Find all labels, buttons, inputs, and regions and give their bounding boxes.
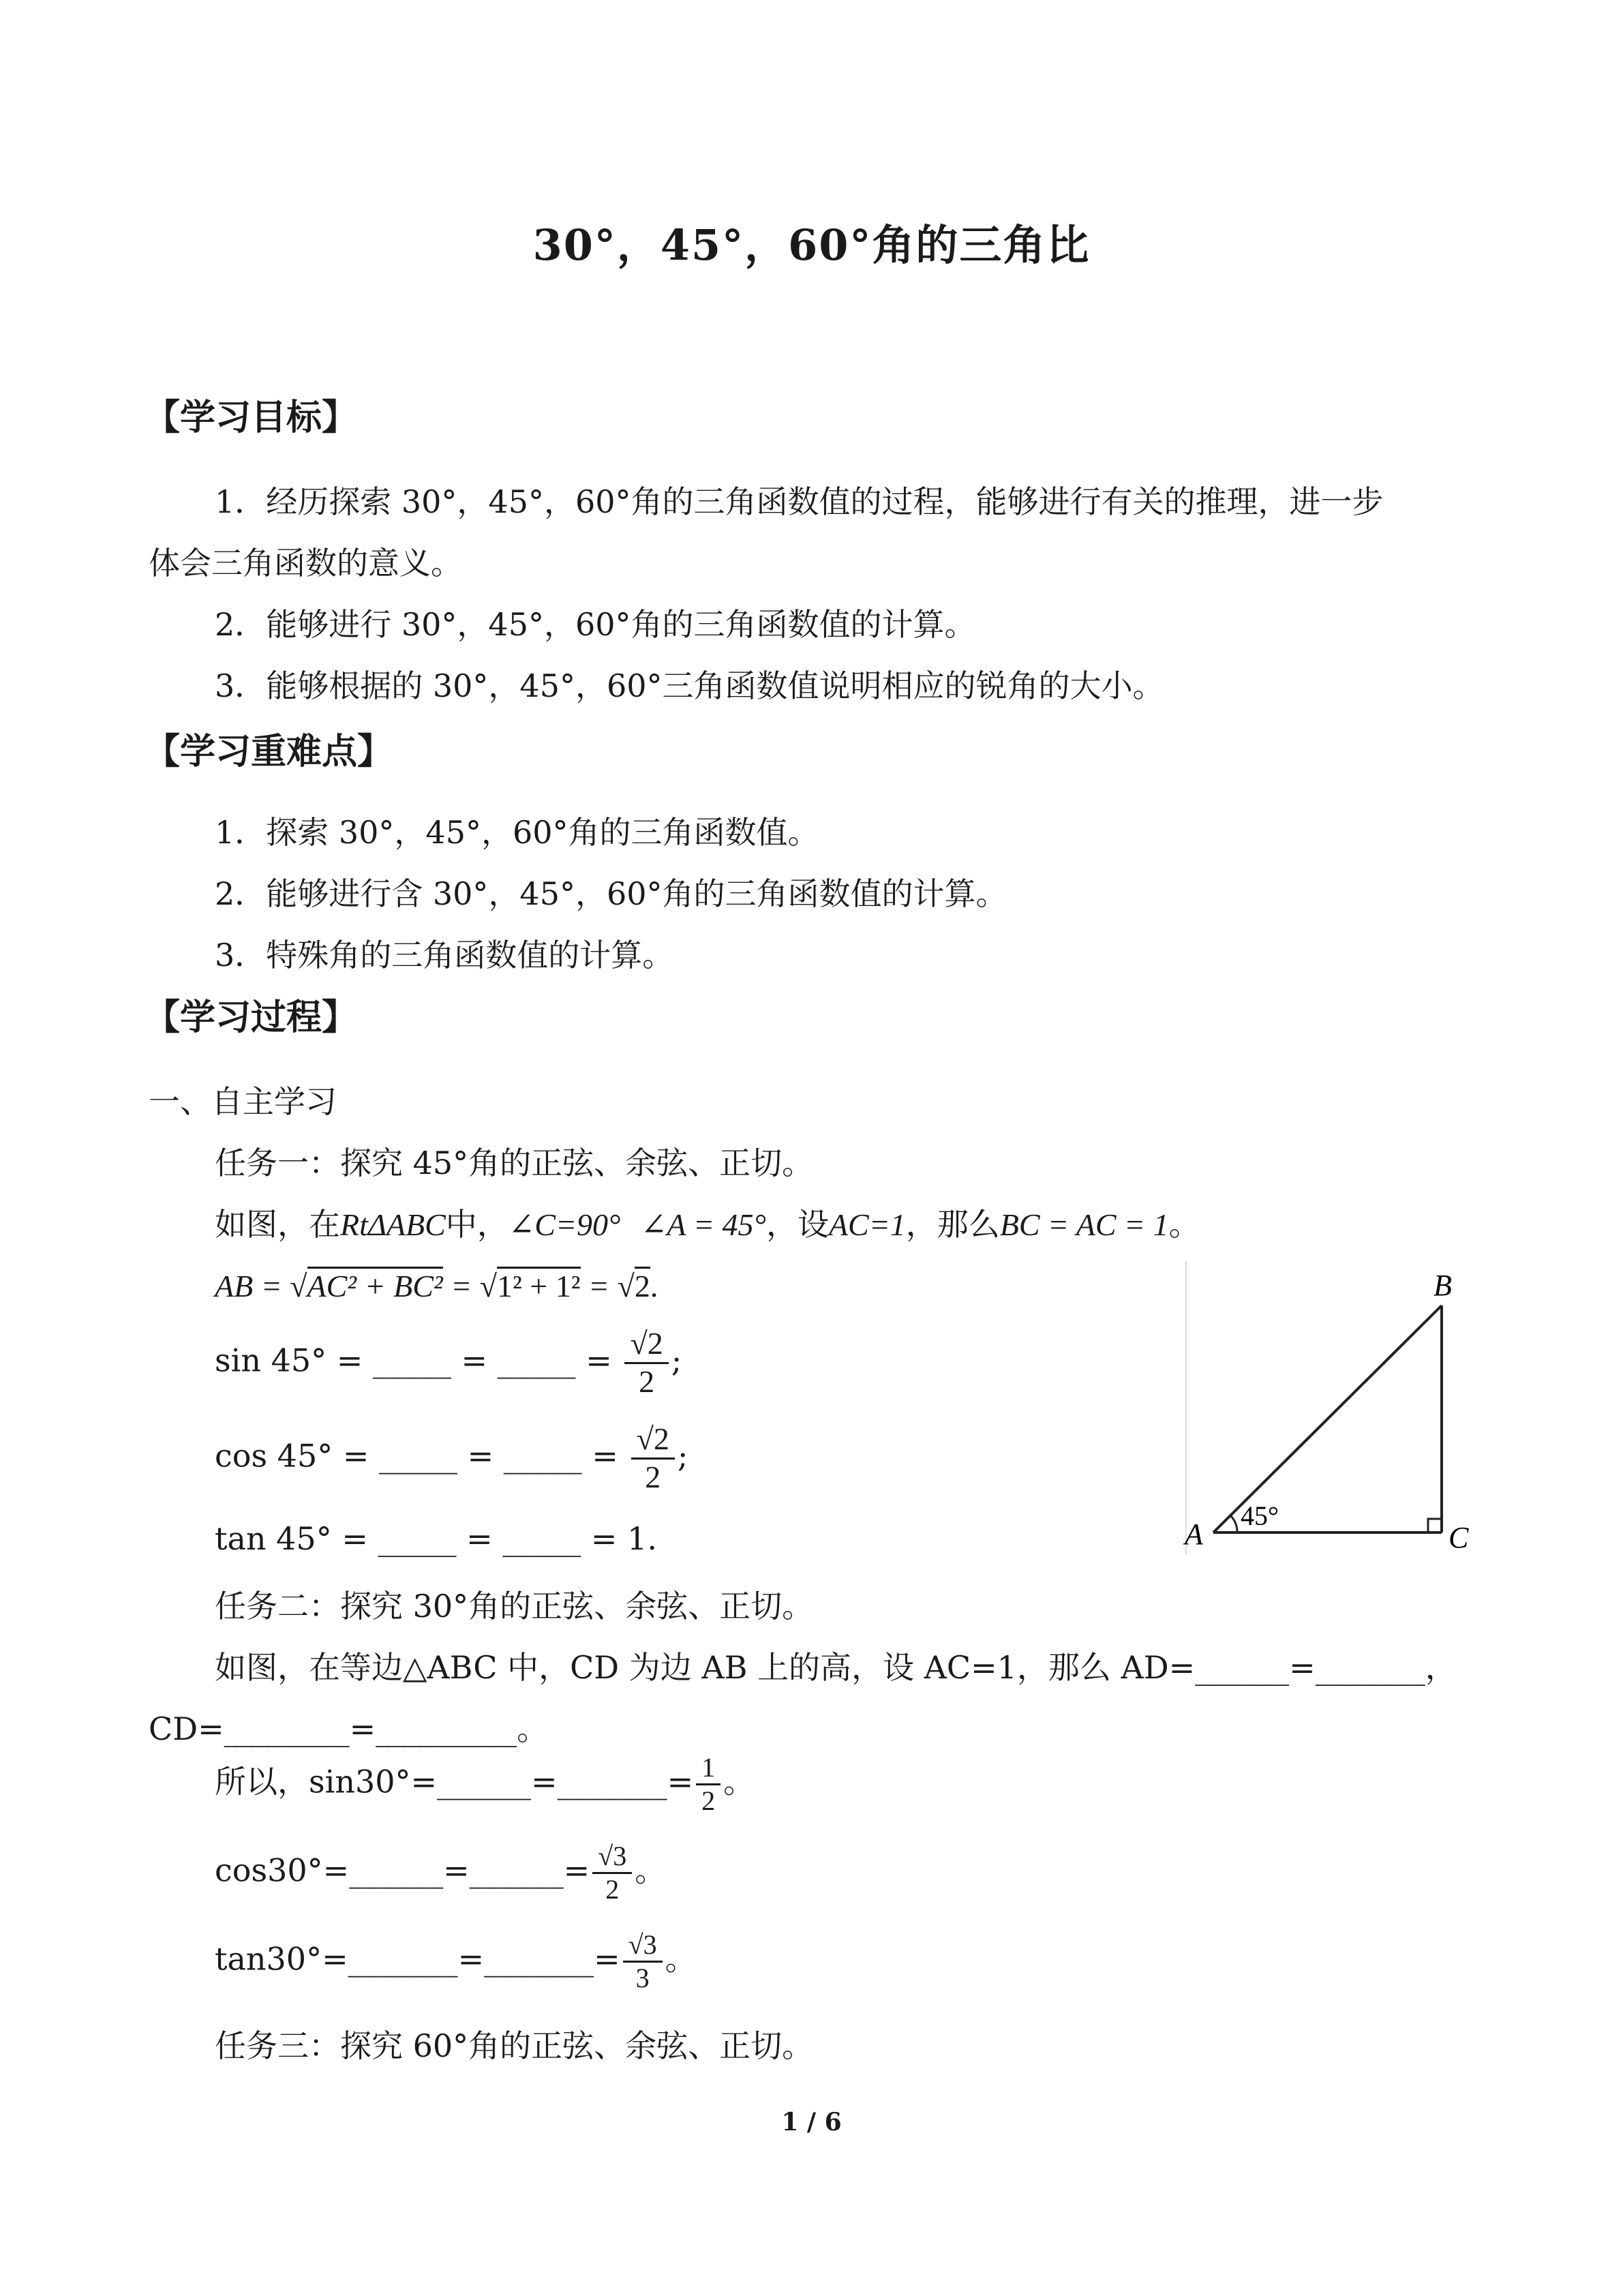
angle-arc	[1230, 1515, 1237, 1532]
fraction-denominator: 2	[639, 1363, 655, 1399]
fraction-denominator: 2	[605, 1874, 620, 1905]
angle-a: ∠A = 45°	[640, 1207, 766, 1242]
key-1: 1．探索 30°，45°，60°角的三角函数值。	[215, 814, 819, 851]
ab-radicand-3: 2	[635, 1267, 650, 1303]
tan30-fraction	[623, 1929, 663, 1994]
cos45-text: cos 45° = _____ = _____ =	[215, 1437, 618, 1475]
period: 。	[635, 1852, 667, 1889]
cos30-text: cos30°=______=______=	[215, 1852, 590, 1889]
page-title: 30°，45°，60°角的三角比	[532, 220, 1091, 270]
fraction-numerator: 1	[696, 1752, 721, 1785]
intro-text-d: ，那么	[905, 1206, 1000, 1243]
cos45-row	[215, 1421, 688, 1496]
sin45-row	[215, 1326, 682, 1400]
ab-lhs: AB =	[215, 1269, 290, 1303]
ab-formula: AB = √AC² + BC² = √1² + 1² = √2.	[215, 1268, 658, 1304]
period: 。	[723, 1763, 755, 1800]
page-number: 1 / 6	[781, 2108, 842, 2136]
fraction-denominator: 3	[635, 1963, 650, 1993]
rt-triangle: RtΔABC	[340, 1207, 446, 1242]
goal-1-line-2: 体会三角函数的意义。	[149, 545, 462, 581]
vertex-c-label: C	[1448, 1521, 1469, 1554]
process-heading: 【学习过程】	[145, 997, 358, 1038]
key-2: 2．能够进行含 30°，45°，60°角的三角函数值的计算。	[215, 875, 1007, 912]
bc-value: BC = AC = 1	[999, 1207, 1169, 1242]
fraction-denominator: 2	[701, 1785, 716, 1816]
task-3-heading: 任务三：探究 60°角的正弦、余弦、正切。	[215, 2027, 814, 2064]
sin30-fraction	[696, 1752, 721, 1817]
sin30-text: 所以，sin30°=______=_______=	[215, 1763, 694, 1800]
cos30-fraction	[592, 1841, 632, 1905]
angle-c: ∠C=90°	[508, 1207, 621, 1242]
intro-text-b: 中，	[445, 1206, 509, 1243]
tan30-row	[215, 1929, 697, 1994]
ac-value: AC=1	[828, 1207, 906, 1242]
keys-heading: 【学习重难点】	[145, 731, 393, 772]
ab-radicand-1: AC² + BC²	[307, 1267, 443, 1303]
cos30-row	[215, 1841, 666, 1905]
intro-end: 。	[1168, 1206, 1200, 1243]
key-3: 3．特殊角的三角函数值的计算。	[215, 937, 674, 973]
vertex-b-label: B	[1434, 1269, 1452, 1302]
fraction-numerator: √3	[623, 1929, 663, 1963]
sin30-row	[215, 1752, 755, 1817]
ab-eq-1: =	[442, 1269, 480, 1303]
fraction-numerator: √2	[624, 1326, 668, 1364]
semicolon: ;	[671, 1342, 682, 1379]
sin45-fraction	[624, 1326, 668, 1400]
angle-label: 45°	[1241, 1500, 1279, 1531]
cos45-fraction	[631, 1421, 675, 1496]
ab-end: .	[650, 1269, 658, 1303]
task-2-heading: 任务二：探究 30°角的正弦、余弦、正切。	[215, 1588, 814, 1625]
fraction-denominator: 2	[645, 1459, 661, 1494]
task-2-line-2: CD=________=_________。	[149, 1710, 549, 1747]
right-triangle-figure	[1172, 1254, 1486, 1568]
side-ab	[1213, 1305, 1442, 1532]
sin45-text: sin 45° = _____ = _____ =	[215, 1342, 612, 1379]
ab-eq-2: =	[580, 1269, 618, 1303]
part-1-heading: 一、自主学习	[149, 1083, 337, 1120]
task-2-line-1: 如图，在等边△ABC 中，CD 为边 AB 上的高，设 AC=1，那么 AD=______=_______，	[215, 1649, 1457, 1686]
tan45-row: tan 45° = _____ = _____ = 1.	[215, 1520, 657, 1557]
vertex-a-label: A	[1185, 1517, 1203, 1551]
period: 。	[665, 1940, 697, 1978]
goal-3: 3．能够根据的 30°，45°，60°三角函数值说明相应的锐角的大小。	[215, 667, 1164, 704]
semicolon: ;	[677, 1437, 688, 1475]
intro-text-a: 如图，在	[215, 1206, 340, 1243]
goals-heading: 【学习目标】	[145, 397, 358, 438]
fraction-numerator: √2	[631, 1421, 675, 1460]
intro-text-c: ，设	[765, 1206, 829, 1243]
fraction-numerator: √3	[592, 1841, 632, 1874]
task-1-intro	[215, 1200, 1200, 1245]
task-1-heading: 任务一：探究 45°角的正弦、余弦、正切。	[215, 1145, 814, 1181]
goal-1-line-1: 1．经历探索 30°，45°，60°角的三角函数值的过程，能够进行有关的推理，进一步	[215, 483, 1384, 520]
tan30-text: tan30°=_______=_______=	[215, 1940, 620, 1978]
ab-radicand-2: 1² + 1²	[497, 1267, 581, 1303]
right-angle-mark	[1428, 1519, 1442, 1532]
goal-2: 2．能够进行 30°，45°，60°角的三角函数值的计算。	[215, 606, 976, 643]
